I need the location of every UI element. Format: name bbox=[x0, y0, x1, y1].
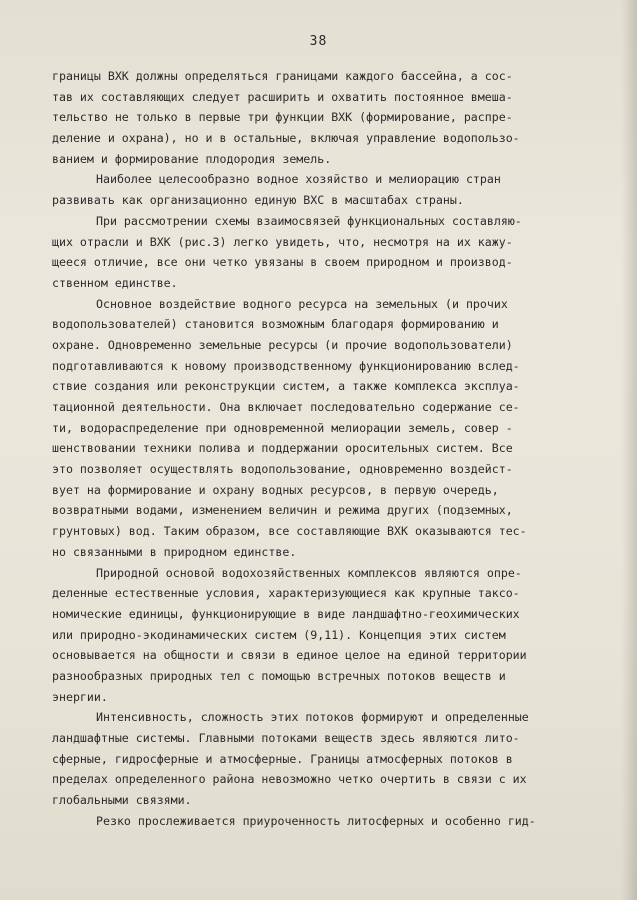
text-line: щееся отличие, все они четко увязаны в своем природном и производ- bbox=[52, 255, 513, 270]
page-number: 38 bbox=[309, 34, 328, 49]
text-line: ствие создания или реконструкции систем, а также комплекса эксплуа- bbox=[52, 379, 520, 394]
text-line: номические единицы, функционирующие в виде ландшафтно-геохимических bbox=[52, 606, 520, 621]
text-line: это позволяет осуществлять водопользование, одновременно воздейст- bbox=[52, 462, 513, 477]
text-line: деленные естественные условия, характеризующиеся как крупные таксо- bbox=[52, 586, 520, 601]
text-line: основывается на общности и связи в единое целое на единой территории bbox=[52, 648, 527, 663]
text-line: но связанными в природном единстве. bbox=[52, 544, 297, 559]
text-line: щих отрасли и ВХК (рис.3) легко увидеть, что, несмотря на их кажу- bbox=[52, 234, 513, 249]
text-line: тельство не только в первые три функции ВХК (формирование, распре- bbox=[52, 110, 513, 125]
page-edge-shadow bbox=[621, 0, 637, 900]
text-line: разнообразных природных тел с помощью встречных потоков веществ и bbox=[52, 668, 506, 683]
body-text bbox=[52, 66, 620, 831]
text-line: Интенсивность, сложность этих потоков формируют и определенные bbox=[96, 710, 529, 725]
text-line: вует на формирование и охрану водных ресурсов, в первую очередь, bbox=[52, 482, 499, 497]
text-line: При рассмотрении схемы взаимосвязей функциональных составляю- bbox=[96, 213, 522, 228]
text-line: возвратными водами, изменением величин и режима других (подземных, bbox=[52, 503, 513, 518]
text-line: Резко прослеживается приуроченность литосферных и особенно гид- bbox=[96, 813, 536, 828]
text-line: глобальными связями. bbox=[52, 793, 192, 808]
text-line: Наиболее целесообразно водное хозяйство и мелиорацию стран bbox=[96, 172, 501, 187]
text-line: границы ВХК должны определяться границами каждого бассейна, а сос- bbox=[52, 69, 513, 83]
text-line: энергии. bbox=[52, 689, 108, 704]
text-line: тав их составляющих следует расширить и охватить постоянное вмеша- bbox=[52, 89, 513, 104]
text-line: пределах определенного района невозможно четко очертить в связи с их bbox=[52, 772, 527, 787]
text-line: подготавливаются к новому производственному функционированию вслед- bbox=[52, 358, 520, 373]
text-line: деление и охрана), но и в остальные, включая управление водопользо- bbox=[52, 131, 520, 146]
text-line: ванием и формирование плодородия земель. bbox=[52, 151, 332, 166]
text-line: Основное воздействие водного ресурса на земельных (и прочих bbox=[96, 296, 508, 311]
text-line: водопользователей) становится возможным благодаря формированию и bbox=[52, 317, 499, 332]
text-line: охране. Одновременно земельные ресурсы (и прочие водопользователи) bbox=[52, 337, 513, 352]
text-line: ственном единстве. bbox=[52, 275, 178, 290]
text-line: Природной основой водохозяйственных комплексов являются опре- bbox=[96, 565, 522, 580]
text-line: развивать как организационно единую ВХС в масштабах страны. bbox=[52, 193, 464, 208]
text-line: тационной деятельности. Она включает последовательно содержание се- bbox=[52, 400, 520, 414]
text-line: шенствовании техники полива и поддержании оросительных систем. Все bbox=[52, 441, 513, 456]
text-line: ландшафтные системы. Главными потоками веществ здесь являются лито- bbox=[52, 731, 520, 745]
text-line: грунтовых) вод. Таким образом, все составляющие ВХК оказываются тес- bbox=[52, 524, 527, 539]
text-line: сферные, гидросферные и атмосферные. Границы атмосферных потоков в bbox=[52, 751, 513, 766]
text-line: или природно-экодинамических систем (9,11). Концепция этих систем bbox=[52, 627, 506, 642]
text-line: ти, водораспределение при одновременной мелиорации земель, совер - bbox=[52, 420, 513, 435]
